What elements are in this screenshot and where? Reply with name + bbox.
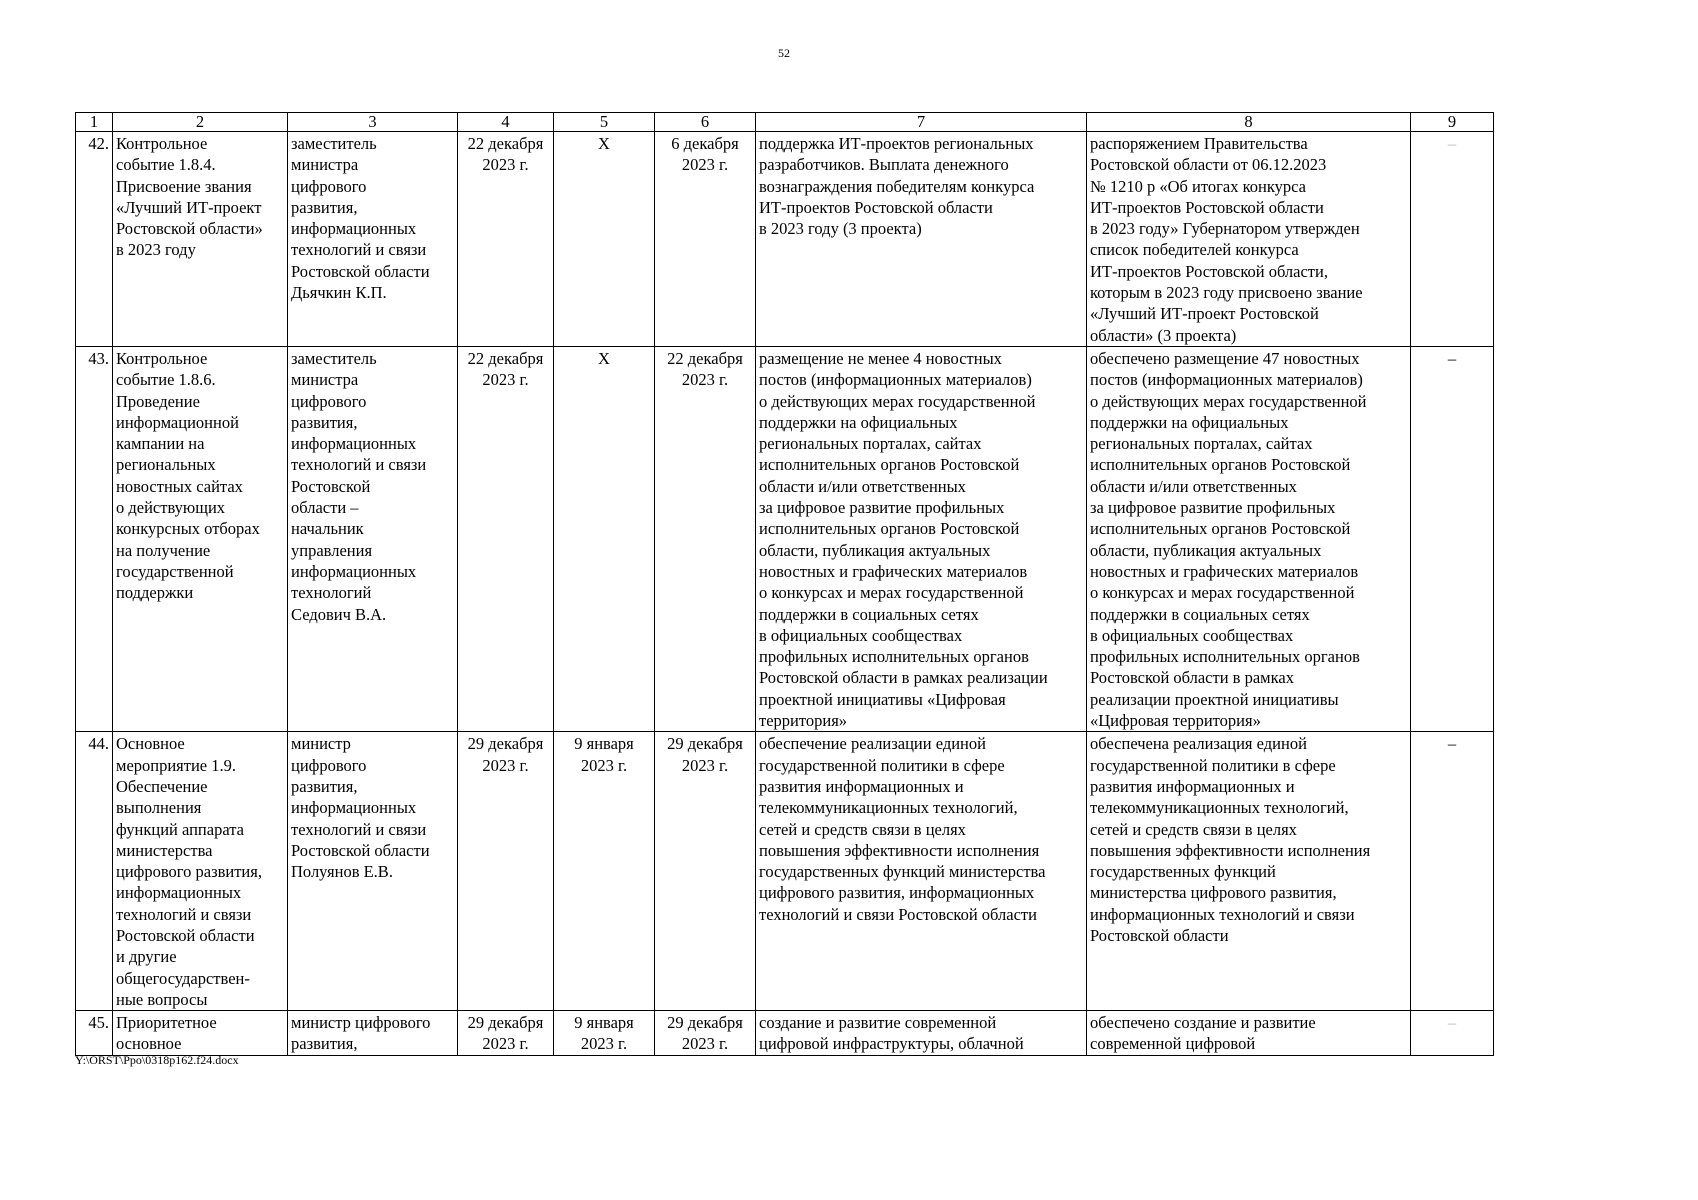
actual-result-cell: обеспечено размещение 47 новостных постов (информационных материалов) о действующих мерах государственной поддержки на официальных региональных порталах, сайтах исполнительных органов Ростовской области и/или ответственных за цифровое развитие профильных исполнительных органов Ростовской области, публикация актуальных новостных и графических материалов о конкурсах и мерах государственной поддержки в социальных сетях в официальных сообществах профильных исполнительных органов Ростовской области в рамках реализации проектной инициативы «Цифровая территория» [1087,346,1411,731]
responsible-cell: министр цифрового развития, [288,1011,458,1056]
planned-result-cell: поддержка ИТ-проектов региональных разработчиков. Выплата денежного вознаграждения победителям конкурса ИТ-проектов Ростовской области в 2023 году (3 проекта) [756,132,1087,347]
planned-date-cell: 29 декабря 2023 г. [458,1011,554,1056]
event-cell: Контрольное событие 1.8.4. Присвоение звания «Лучший ИТ-проект Ростовской области» в 2023 году [113,132,288,347]
column-header: 9 [1411,113,1494,132]
column-header: 8 [1087,113,1411,132]
actual-date-cell: 29 декабря 2023 г. [655,1011,756,1056]
note-cell: – [1411,1011,1494,1056]
column-header: 3 [288,113,458,132]
actual-date-cell: 29 декабря 2023 г. [655,732,756,1011]
row-number: 43. [76,346,113,731]
note-cell: – [1411,732,1494,1011]
column-header: 4 [458,113,554,132]
planned-result-cell: обеспечение реализации единой государственной политики в сфере развития информационных и телекоммуникационных технологий, сетей и средств связи в целях повышения эффективности исполнения государственных функций министерства цифрового развития, информационных технологий и связи Ростовской области [756,732,1087,1011]
column-header: 2 [113,113,288,132]
table-row [76,132,1494,347]
row-number: 42. [76,132,113,347]
column-header: 5 [554,113,655,132]
event-cell: Основное мероприятие 1.9. Обеспечение выполнения функций аппарата министерства цифрового развития, информационных технологий и связи Ростовской области и другие общегосударствен- ные вопросы [113,732,288,1011]
planned-result-cell: размещение не менее 4 новостных постов (информационных материалов) о действующих мерах государственной поддержки на официальных региональных порталах, сайтах исполнительных органов Ростовской области и/или ответственных за цифровое развитие профильных исполнительных органов Ростовской области, публикация актуальных новостных и графических материалов о конкурсах и мерах государственной поддержки в социальных сетях в официальных сообществах профильных исполнительных органов Ростовской области в рамках реализации проектной инициативы «Цифровая территория» [756,346,1087,731]
event-cell: Контрольное событие 1.8.6. Проведение информационной кампании на региональных новостных сайтах о действующих конкурсных отборах на получение государственной поддержки [113,346,288,731]
actual-result-cell: обеспечена реализация единой государственной политики в сфере развития информационных и телекоммуникационных технологий, сетей и средств связи в целях повышения эффективности исполнения государственных функций министерства цифрового развития, информационных технологий и связи Ростовской области [1087,732,1411,1011]
column-header: 7 [756,113,1087,132]
note-cell: – [1411,132,1494,347]
planned-result-cell: создание и развитие современной цифровой инфраструктуры, облачной [756,1011,1087,1056]
actual-result-cell: распоряжением Правительства Ростовской области от 06.12.2023 № 1210 р «Об итогах конкурса ИТ-проектов Ростовской области в 2023 году» Губернатором утвержден список победителей конкурса ИТ-проектов Ростовской области, которым в 2023 году присвоено звание «Лучший ИТ-проект Ростовской области» (3 проекта) [1087,132,1411,347]
responsible-cell: заместитель министра цифрового развития, информационных технологий и связи Ростовской области Дьячкин К.П. [288,132,458,347]
planned-date-cell: 22 декабря 2023 г. [458,132,554,347]
actual-date-cell: 6 декабря 2023 г. [655,132,756,347]
start-date-cell: 9 января 2023 г. [554,1011,655,1056]
table-row [76,1011,1494,1056]
actual-result-cell: обеспечено создание и развитие современной цифровой [1087,1011,1411,1056]
column-header: 1 [76,113,113,132]
table-row [76,732,1494,1011]
actual-date-cell: 22 декабря 2023 г. [655,346,756,731]
start-date-cell: X [554,132,655,347]
page-number: 52 [778,46,790,60]
column-header: 6 [655,113,756,132]
planned-date-cell: 22 декабря 2023 г. [458,346,554,731]
responsible-cell: министр цифрового развития, информационных технологий и связи Ростовской области Полуянов Е.В. [288,732,458,1011]
responsible-cell: заместитель министра цифрового развития, информационных технологий и связи Ростовской области – начальник управления информационных технологий Седович В.А. [288,346,458,731]
start-date-cell: X [554,346,655,731]
event-cell: Приоритетное основное [113,1011,288,1056]
header-row [76,113,1494,132]
table-row [76,346,1494,731]
file-path-footer: Y:\ORST\Ppo\0318p162.f24.docx [75,1053,239,1067]
report-table [75,112,1494,1056]
row-number: 45. [76,1011,113,1056]
row-number: 44. [76,732,113,1011]
start-date-cell: 9 января 2023 г. [554,732,655,1011]
note-cell: – [1411,346,1494,731]
planned-date-cell: 29 декабря 2023 г. [458,732,554,1011]
